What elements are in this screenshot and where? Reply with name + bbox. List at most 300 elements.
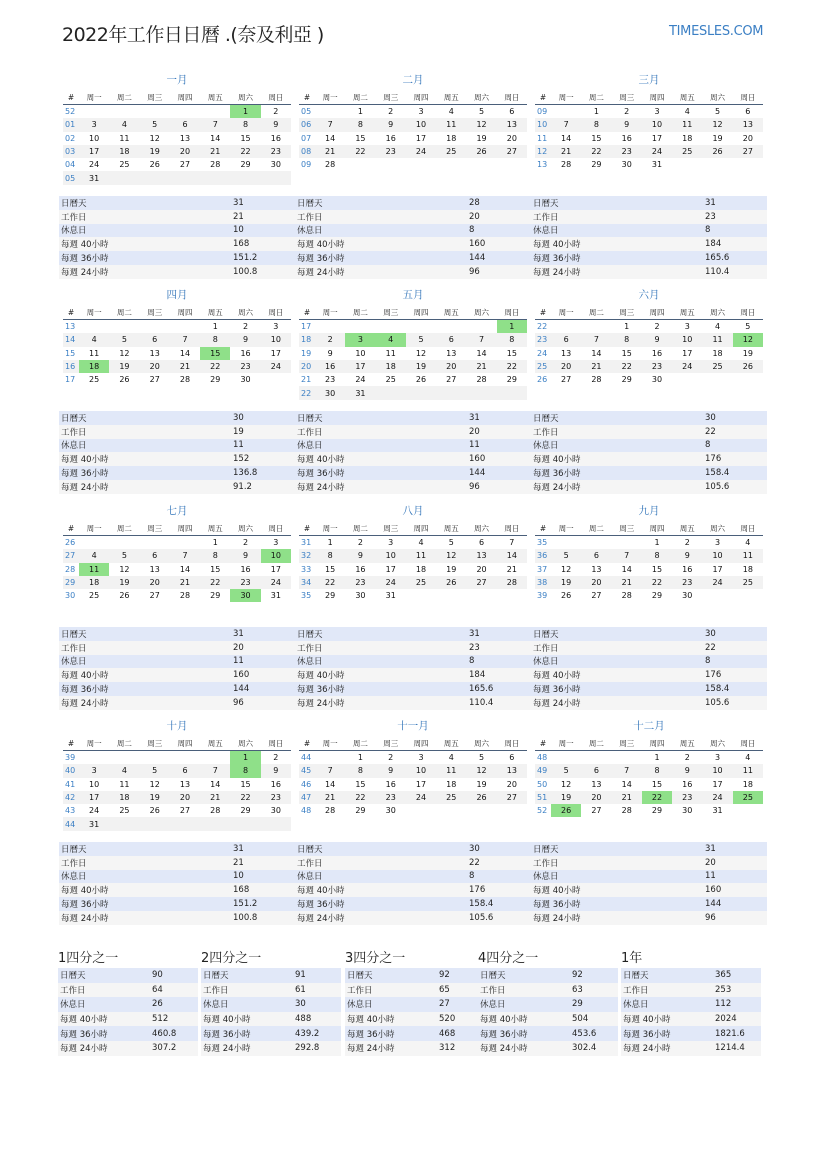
summary-value: 91	[293, 968, 341, 983]
day-cell: 22	[497, 360, 527, 373]
stat-row	[531, 911, 767, 925]
week-row	[63, 563, 291, 576]
stat-row	[59, 210, 295, 224]
day-cell: 10	[702, 764, 732, 777]
weekday-header: #	[63, 91, 79, 105]
summary-row	[621, 1041, 761, 1056]
stat-label: 日曆天	[531, 627, 703, 641]
summary-row	[478, 983, 618, 998]
week-number: 05	[301, 107, 312, 117]
stat-value: 165.6	[467, 682, 531, 696]
month-stats	[295, 627, 531, 710]
summary-value: 488	[293, 1012, 341, 1027]
day-cell: 25	[436, 145, 466, 158]
weekday-header: 周四	[406, 306, 436, 320]
stat-row	[295, 411, 531, 425]
stat-label: 工作日	[295, 856, 467, 870]
day-cell: 23	[672, 576, 702, 589]
day-cell	[551, 536, 581, 550]
stat-row	[295, 668, 531, 682]
week-number: 29	[63, 576, 79, 589]
day-cell: 27	[497, 791, 527, 804]
stat-value: 160	[467, 237, 531, 251]
stat-row	[59, 682, 295, 696]
day-cell: 29	[240, 806, 251, 816]
day-cell	[140, 536, 170, 550]
day-cell: 19	[446, 564, 457, 574]
day-cell: 6	[170, 764, 200, 777]
stat-label: 日曆天	[59, 196, 231, 210]
month-name: 二月	[402, 74, 424, 86]
day-cell: 21	[315, 145, 345, 158]
day-cell: 9	[230, 333, 260, 346]
month-table	[299, 306, 527, 400]
week-row	[535, 118, 763, 131]
day-cell: 9	[261, 764, 291, 777]
week-row	[63, 171, 291, 184]
weekday-header: 周日	[497, 91, 527, 105]
stat-row	[59, 224, 295, 238]
summary-block	[621, 950, 761, 1056]
day-cell: 13	[733, 118, 763, 131]
day-cell: 10	[355, 348, 366, 358]
week-row	[299, 536, 527, 550]
day-cell: 30	[315, 386, 345, 399]
day-cell: 26	[733, 360, 763, 373]
week-row	[299, 158, 527, 171]
month-table	[535, 522, 763, 602]
day-cell: 17	[415, 779, 427, 789]
day-cell	[406, 320, 436, 334]
day-cell: 6	[140, 549, 170, 562]
week-row	[535, 778, 763, 791]
day-cell: 21	[466, 360, 496, 373]
weekday-header: 周三	[612, 737, 642, 751]
stat-row	[59, 696, 295, 710]
day-cell	[497, 158, 527, 171]
day-cell	[200, 171, 230, 184]
weekday-header: 周五	[200, 737, 230, 751]
week-row	[63, 778, 291, 791]
summary-label: 每週 36小時	[621, 1026, 713, 1041]
weekday-header: 周五	[436, 306, 466, 320]
stat-value: 8	[703, 224, 767, 238]
day-cell: 20	[140, 360, 170, 373]
stat-value: 8	[467, 224, 531, 238]
month-table	[535, 737, 763, 817]
stat-row	[531, 210, 767, 224]
week-number: 05	[63, 171, 79, 184]
month-name: 八月	[402, 505, 424, 517]
summary-label: 日曆天	[478, 968, 570, 983]
day-cell: 28	[591, 375, 602, 385]
day-cell: 19	[551, 791, 581, 804]
day-cell: 26	[149, 806, 160, 816]
day-cell: 13	[497, 764, 527, 777]
stat-value: 136.8	[231, 466, 295, 480]
summary-title: 3四分之一	[345, 951, 406, 966]
day-cell: 4	[448, 107, 454, 117]
day-cell: 5	[140, 764, 170, 777]
stat-value: 11	[703, 870, 767, 884]
day-cell: 13	[149, 348, 160, 358]
day-cell: 18	[742, 779, 753, 789]
summary-title: 2四分之一	[201, 951, 262, 966]
day-cell: 27	[149, 375, 160, 385]
stat-value: 160	[231, 668, 295, 682]
week-row	[535, 549, 763, 562]
holiday-day-cell: 11	[79, 563, 109, 576]
week-number: 39	[537, 591, 548, 601]
day-cell: 16	[651, 348, 663, 358]
week-number: 27	[63, 549, 79, 562]
day-cell: 28	[621, 806, 632, 816]
week-number: 14	[63, 333, 79, 346]
stat-value: 8	[703, 655, 767, 669]
day-cell: 13	[179, 779, 191, 789]
week-row	[63, 132, 291, 145]
day-cell: 15	[506, 348, 517, 358]
stat-value: 158.4	[467, 897, 531, 911]
day-cell	[376, 386, 406, 399]
day-cell: 25	[702, 360, 732, 373]
day-cell	[436, 804, 466, 817]
stat-value: 8	[703, 439, 767, 453]
day-cell: 1	[654, 538, 660, 548]
summary-value: 61	[293, 983, 341, 998]
day-cell: 25	[89, 375, 100, 385]
stat-row	[59, 668, 295, 682]
stat-row	[295, 251, 531, 265]
stat-row	[59, 439, 295, 453]
day-cell: 21	[170, 576, 200, 589]
stat-value: 176	[467, 883, 531, 897]
day-cell: 11	[702, 333, 732, 346]
stat-label: 日曆天	[59, 842, 231, 856]
day-cell	[79, 320, 109, 334]
day-cell: 7	[315, 118, 345, 131]
stat-value: 96	[231, 696, 295, 710]
summary-row	[345, 968, 485, 983]
day-cell: 31	[651, 160, 663, 170]
day-cell: 9	[376, 118, 406, 131]
day-cell: 7	[581, 333, 611, 346]
stat-label: 每週 40小時	[59, 668, 231, 682]
day-cell	[466, 804, 496, 817]
week-number: 28	[65, 564, 76, 574]
week-row	[63, 817, 291, 830]
stat-value: 10	[231, 870, 295, 884]
day-cell	[733, 589, 763, 602]
weekday-header: 周六	[466, 737, 496, 751]
summary-block	[201, 950, 341, 1056]
day-cell: 28	[561, 160, 572, 170]
week-number: 17	[301, 322, 312, 332]
stat-label: 工作日	[295, 641, 467, 655]
week-row	[63, 764, 291, 777]
summary-label: 每週 40小時	[58, 1012, 150, 1027]
day-cell: 15	[325, 564, 336, 574]
stat-row	[531, 411, 767, 425]
month-stats	[531, 196, 767, 279]
week-number: 30	[65, 591, 76, 601]
week-row	[535, 347, 763, 360]
day-cell: 10	[702, 549, 732, 562]
day-cell: 7	[170, 333, 200, 346]
stat-label: 休息日	[531, 224, 703, 238]
day-cell	[79, 536, 109, 550]
day-cell: 22	[200, 360, 230, 373]
day-cell: 2	[684, 538, 690, 548]
day-cell: 15	[240, 779, 251, 789]
day-cell: 8	[230, 118, 260, 131]
month-name: 七月	[166, 505, 188, 517]
weekday-header: 周日	[261, 737, 291, 751]
week-number: 24	[537, 348, 548, 358]
day-cell	[315, 320, 345, 334]
day-cell: 5	[406, 333, 436, 346]
day-cell	[436, 386, 466, 399]
holiday-day-cell: 26	[551, 804, 581, 817]
day-cell: 3	[715, 753, 721, 763]
day-cell: 14	[621, 779, 632, 789]
day-cell: 6	[509, 753, 515, 763]
day-cell: 30	[240, 375, 251, 385]
day-cell: 16	[682, 779, 693, 789]
summary-value: 302.4	[570, 1041, 618, 1056]
day-cell: 4	[745, 753, 751, 763]
summary-row	[345, 1026, 485, 1041]
day-cell	[702, 373, 732, 386]
stat-row	[531, 224, 767, 238]
weekday-header: 周六	[230, 306, 260, 320]
day-cell: 15	[210, 564, 221, 574]
stat-value: 30	[703, 411, 767, 425]
stat-value: 31	[467, 627, 531, 641]
day-cell: 12	[436, 549, 466, 562]
holiday-day-cell: 12	[733, 333, 763, 346]
day-cell: 18	[712, 348, 723, 358]
summary-row	[58, 968, 198, 983]
day-cell: 28	[210, 806, 221, 816]
day-cell: 23	[261, 145, 291, 158]
weekday-header: 周四	[406, 91, 436, 105]
stat-value: 20	[231, 641, 295, 655]
day-cell	[230, 171, 260, 184]
day-cell: 29	[621, 375, 632, 385]
stat-value: 20	[703, 856, 767, 870]
stat-label: 每週 40小時	[531, 452, 703, 466]
day-cell: 1	[327, 538, 333, 548]
stat-label: 每週 36小時	[531, 251, 703, 265]
stat-label: 日曆天	[59, 411, 231, 425]
weekday-header: 周日	[733, 91, 763, 105]
summary-row	[478, 1012, 618, 1027]
summary-row	[201, 983, 341, 998]
stat-label: 休息日	[59, 870, 231, 884]
day-cell: 23	[612, 145, 642, 158]
month-calendar	[299, 288, 527, 400]
weekday-header: 周日	[733, 522, 763, 536]
summary-value: 64	[150, 983, 198, 998]
day-cell: 13	[497, 118, 527, 131]
month-stats	[59, 411, 295, 494]
month-stats	[59, 196, 295, 279]
weekday-header: 周六	[702, 522, 732, 536]
day-cell: 9	[261, 118, 291, 131]
summary-block	[58, 950, 198, 1056]
day-cell	[170, 320, 200, 334]
week-number: 42	[63, 791, 79, 804]
summary-label: 日曆天	[345, 968, 437, 983]
day-cell	[436, 320, 466, 334]
day-cell	[612, 536, 642, 550]
weekday-header: 周五	[672, 737, 702, 751]
week-row	[535, 563, 763, 576]
stat-value: 110.4	[467, 696, 531, 710]
stat-value: 158.4	[703, 466, 767, 480]
weekday-header: 周四	[170, 306, 200, 320]
day-cell: 2	[388, 107, 394, 117]
stat-value: 30	[467, 842, 531, 856]
month-stats	[531, 842, 767, 925]
summary-label: 每週 36小時	[345, 1026, 437, 1041]
stat-row	[531, 856, 767, 870]
day-cell: 30	[682, 591, 693, 601]
stat-label: 休息日	[59, 655, 231, 669]
day-cell: 14	[591, 348, 602, 358]
summary-value: 453.6	[570, 1026, 618, 1041]
stat-label: 每週 24小時	[295, 911, 467, 925]
day-cell: 19	[476, 133, 487, 143]
stat-row	[295, 210, 531, 224]
day-cell	[436, 589, 466, 602]
day-cell: 9	[672, 764, 702, 777]
day-cell: 28	[476, 375, 487, 385]
day-cell: 8	[315, 549, 345, 562]
day-cell: 3	[684, 322, 690, 332]
day-cell: 21	[170, 360, 200, 373]
weekday-header: 周五	[672, 91, 702, 105]
summary-label: 每週 40小時	[621, 1012, 713, 1027]
summary-value: 27	[437, 997, 485, 1012]
week-number: 45	[299, 764, 315, 777]
month-calendar	[535, 504, 763, 602]
stat-value: 100.8	[231, 265, 295, 279]
stat-row	[59, 196, 295, 210]
weekday-header: 周一	[551, 737, 581, 751]
stat-value: 31	[703, 842, 767, 856]
day-cell: 23	[376, 145, 406, 158]
weekday-header: 周五	[436, 522, 466, 536]
day-cell: 18	[742, 564, 753, 574]
summary-label: 休息日	[201, 997, 293, 1012]
brand-logo-text[interactable]: TIMESLES.COM	[669, 24, 764, 39]
day-cell	[672, 158, 702, 171]
stat-label: 工作日	[531, 856, 703, 870]
summary-value: 65	[437, 983, 485, 998]
day-cell: 8	[581, 118, 611, 131]
summary-label: 休息日	[58, 997, 150, 1012]
day-cell: 16	[682, 564, 693, 574]
summary-row	[58, 1026, 198, 1041]
day-cell: 9	[327, 348, 333, 358]
day-cell: 2	[684, 753, 690, 763]
day-cell: 7	[200, 764, 230, 777]
stat-label: 每週 40小時	[531, 668, 703, 682]
day-cell: 5	[448, 538, 454, 548]
day-cell: 1	[212, 538, 218, 548]
day-cell: 21	[612, 791, 642, 804]
stat-row	[59, 237, 295, 251]
day-cell: 31	[345, 386, 375, 399]
holiday-day-cell: 18	[79, 360, 109, 373]
week-row	[63, 333, 291, 346]
week-row	[299, 764, 527, 777]
day-cell	[261, 171, 291, 184]
day-cell: 14	[210, 133, 221, 143]
day-cell: 11	[89, 348, 100, 358]
day-cell: 13	[561, 348, 572, 358]
stat-label: 日曆天	[531, 411, 703, 425]
day-cell: 16	[385, 779, 396, 789]
summary-value: 512	[150, 1012, 198, 1027]
day-cell: 9	[230, 549, 260, 562]
day-cell: 15	[651, 779, 663, 789]
stat-label: 每週 36小時	[295, 251, 467, 265]
week-row	[63, 158, 291, 171]
stat-label: 每週 36小時	[295, 466, 467, 480]
stat-label: 休息日	[295, 439, 467, 453]
week-number: 01	[63, 118, 79, 131]
day-cell: 2	[243, 322, 249, 332]
stat-value: 31	[703, 196, 767, 210]
day-cell: 19	[140, 145, 170, 158]
day-cell	[406, 804, 436, 817]
week-row	[299, 791, 527, 804]
day-cell: 24	[89, 160, 100, 170]
day-cell: 5	[109, 333, 139, 346]
day-cell: 27	[591, 806, 602, 816]
day-cell	[200, 105, 230, 119]
day-cell: 28	[325, 806, 336, 816]
day-cell: 6	[581, 549, 611, 562]
stat-row	[531, 870, 767, 884]
week-number: 02	[65, 133, 76, 143]
day-cell: 4	[684, 107, 690, 117]
day-cell: 17	[270, 348, 281, 358]
week-number: 20	[299, 360, 315, 373]
day-cell: 23	[376, 791, 406, 804]
stat-value: 110.4	[703, 265, 767, 279]
summary-value: 92	[570, 968, 618, 983]
day-cell	[376, 320, 406, 334]
day-cell: 7	[612, 549, 642, 562]
summary-row	[345, 983, 485, 998]
week-number: 26	[537, 375, 548, 385]
day-cell: 20	[476, 564, 487, 574]
week-number: 34	[299, 576, 315, 589]
stat-value: 105.6	[703, 696, 767, 710]
summary-row	[201, 997, 341, 1012]
day-cell: 22	[230, 145, 260, 158]
month-name: 十二月	[633, 720, 665, 732]
day-cell	[140, 171, 170, 184]
summary-label: 每週 36小時	[58, 1026, 150, 1041]
day-cell	[581, 320, 611, 334]
month-stats	[531, 411, 767, 494]
stat-value: 30	[231, 411, 295, 425]
